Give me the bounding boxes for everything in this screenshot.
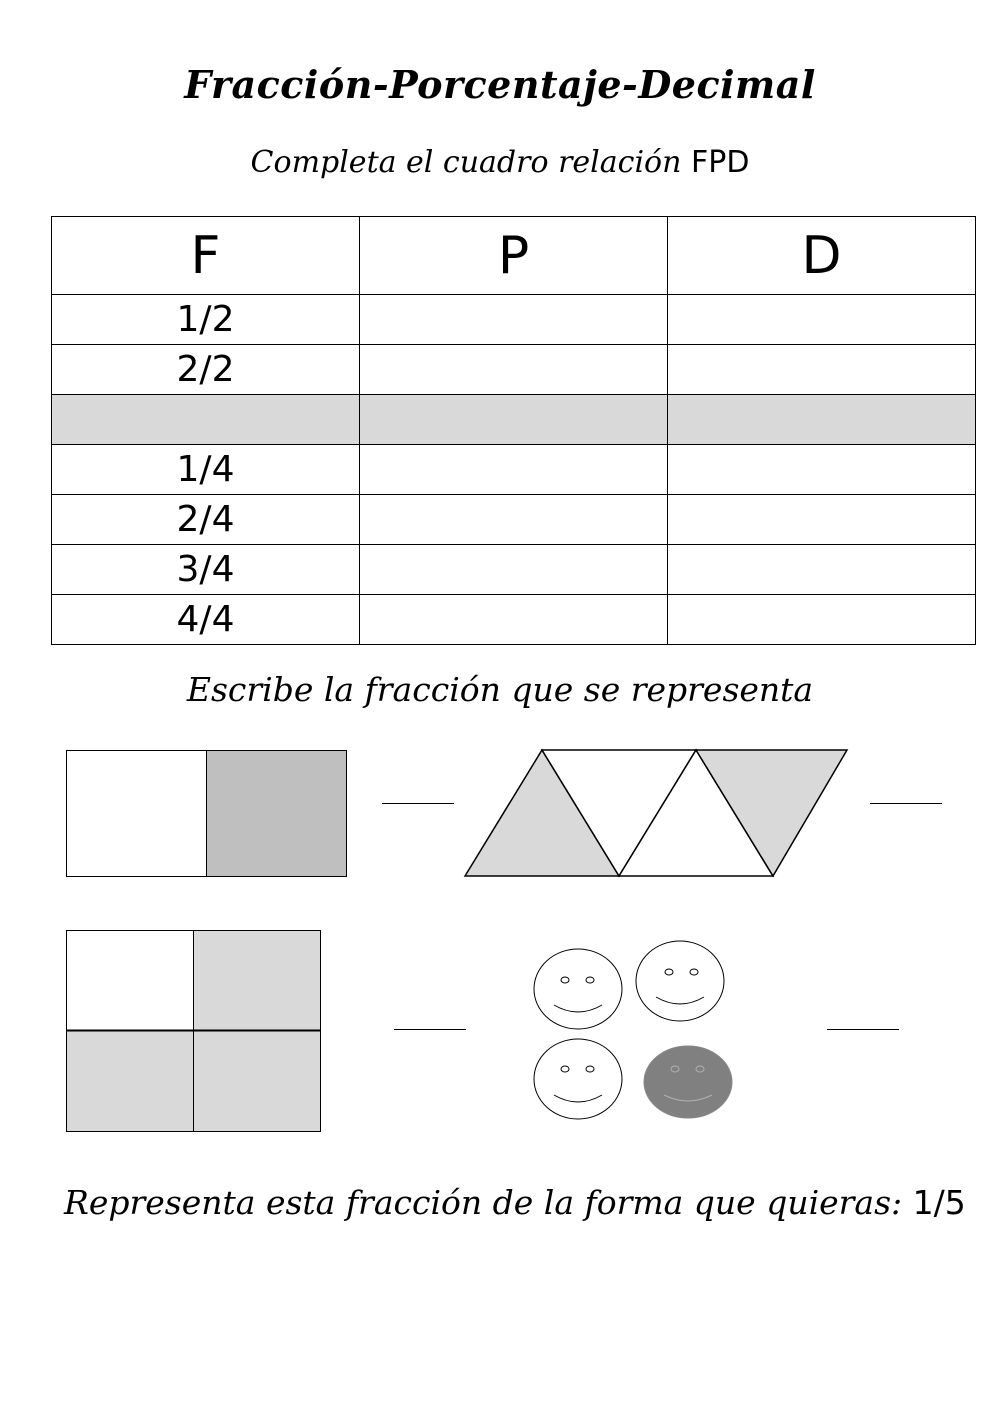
percentage-cell[interactable] <box>360 345 668 395</box>
percentage-cell[interactable] <box>360 295 668 345</box>
fraction-cell: 1/2 <box>52 295 360 345</box>
percentage-cell[interactable] <box>360 595 668 645</box>
decimal-cell[interactable] <box>668 295 976 345</box>
table-row <box>52 295 976 345</box>
figure-smileys <box>530 945 740 1125</box>
table-row <box>52 595 976 645</box>
quarter-unshaded <box>67 931 194 1031</box>
fraction-cell: 1/4 <box>52 445 360 495</box>
smiley-face <box>636 941 724 1021</box>
smiley-face <box>534 949 622 1029</box>
decimal-cell[interactable] <box>668 345 976 395</box>
half-unshaded <box>67 751 207 877</box>
decimal-cell[interactable] <box>668 445 976 495</box>
fpd-table <box>51 216 976 645</box>
percentage-cell[interactable] <box>360 445 668 495</box>
answer-line-3[interactable] <box>394 1029 466 1030</box>
header-percentage: P <box>360 217 668 295</box>
header-fraction: F <box>52 217 360 295</box>
quarter-shaded <box>194 931 321 1031</box>
percentage-cell[interactable] <box>360 495 668 545</box>
figure-halves <box>66 750 348 878</box>
half-shaded <box>207 751 347 877</box>
footer-fraction: 1/5 <box>912 1183 966 1222</box>
fraction-cell: 2/2 <box>52 345 360 395</box>
figure-grid-quarters <box>66 930 322 1133</box>
footer-instruction <box>64 1183 966 1222</box>
table-row <box>52 495 976 545</box>
fraction-cell <box>52 395 360 445</box>
decimal-cell[interactable] <box>668 495 976 545</box>
decimal-cell <box>668 395 976 445</box>
table-row <box>52 545 976 595</box>
worksheet-subtitle <box>0 145 1000 180</box>
table-row <box>52 345 976 395</box>
fraction-cell: 4/4 <box>52 595 360 645</box>
fraction-cell: 3/4 <box>52 545 360 595</box>
worksheet-title: Fracción-Porcentaje-Decimal <box>184 62 816 107</box>
section-heading: Escribe la fracción que se representa <box>186 670 814 709</box>
quarter-shaded <box>194 1031 321 1132</box>
answer-line-4[interactable] <box>827 1029 899 1030</box>
table-header-row <box>52 217 976 295</box>
decimal-cell[interactable] <box>668 545 976 595</box>
percentage-cell[interactable] <box>360 545 668 595</box>
subtitle-code: FPD <box>690 145 750 180</box>
decimal-cell[interactable] <box>668 595 976 645</box>
footer-text: Representa esta fracción de la forma que quieras: <box>64 1183 903 1222</box>
smiley-face-shaded <box>644 1046 732 1118</box>
percentage-cell <box>360 395 668 445</box>
subtitle-text: Completa el cuadro relación <box>250 145 682 180</box>
table-row-shaded <box>52 395 976 445</box>
smiley-face <box>534 1039 622 1119</box>
answer-line-1[interactable] <box>382 803 454 804</box>
quarter-shaded <box>67 1031 194 1132</box>
header-decimal: D <box>668 217 976 295</box>
fraction-cell: 2/4 <box>52 495 360 545</box>
answer-line-2[interactable] <box>870 803 942 804</box>
table-row <box>52 445 976 495</box>
figure-triangles <box>464 749 850 879</box>
